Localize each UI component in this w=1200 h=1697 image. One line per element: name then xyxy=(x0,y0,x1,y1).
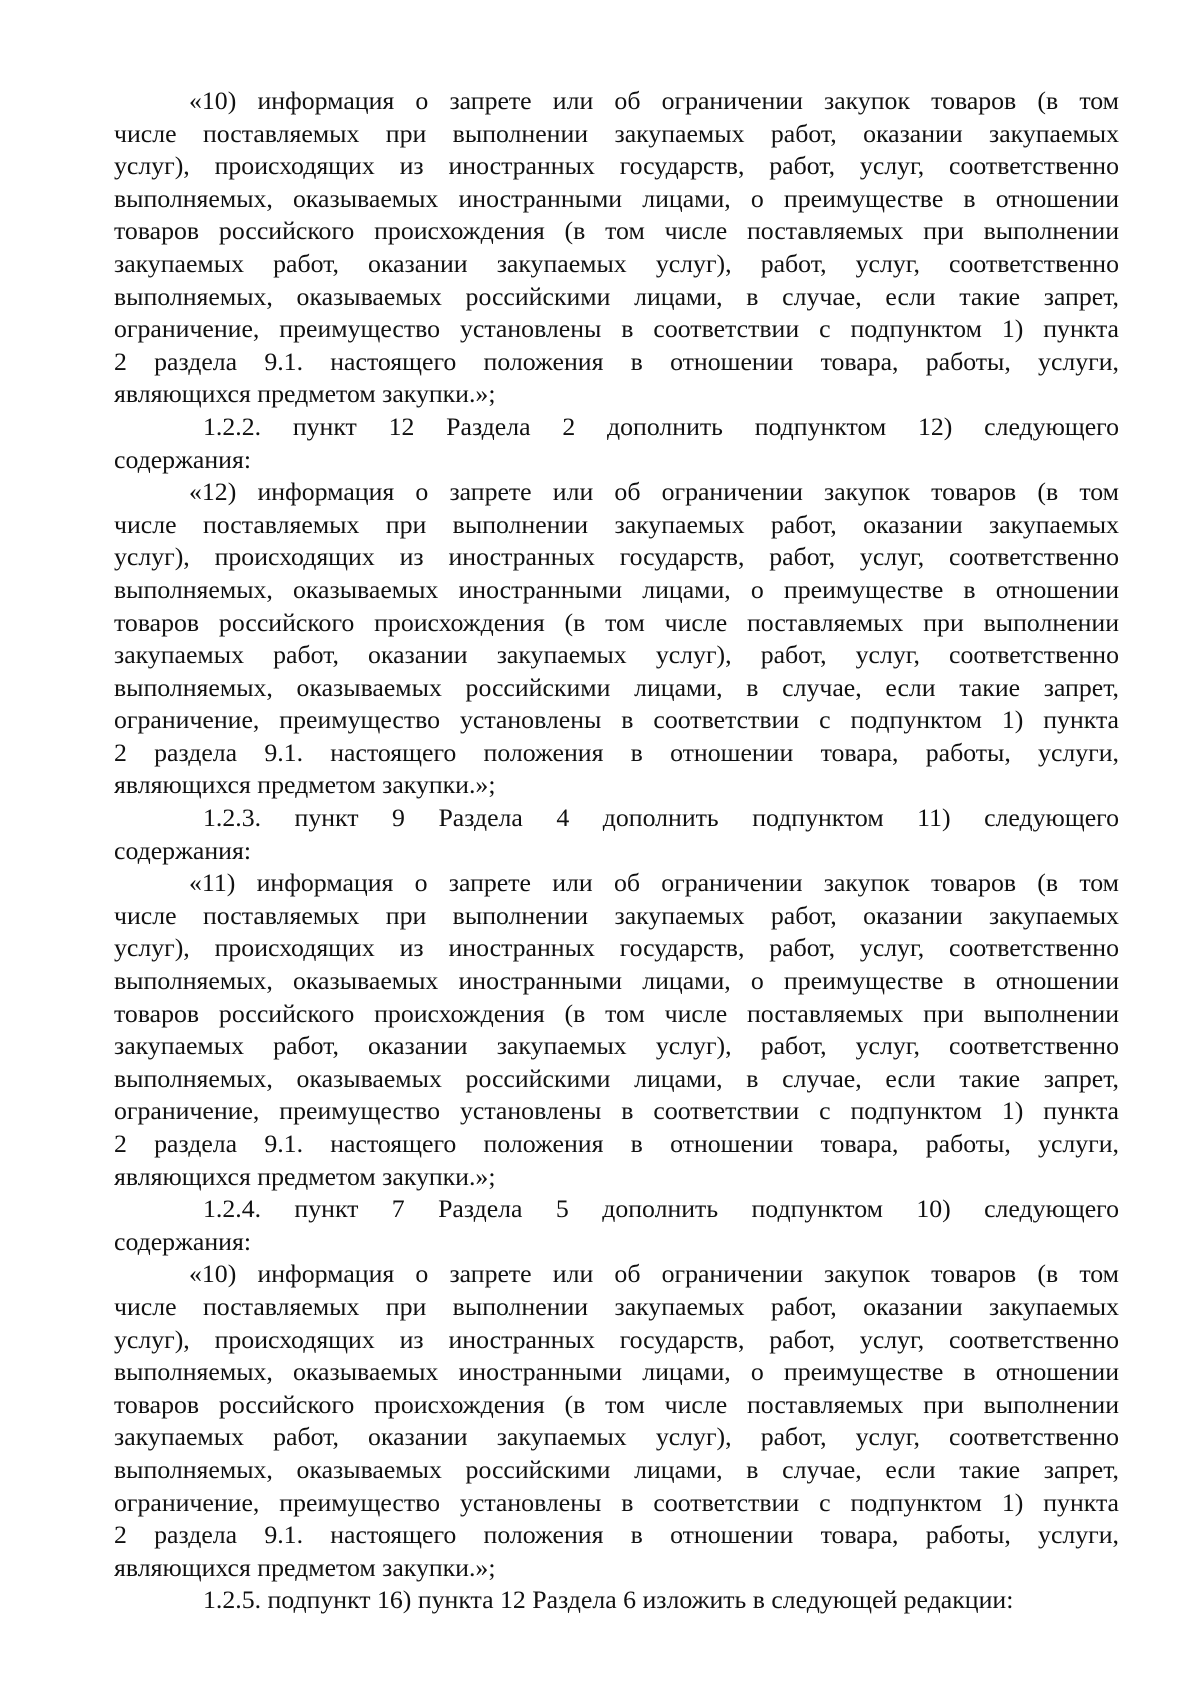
text-line: ограничение, преимущество установлены в соответствии с подпунктом 1) пункта xyxy=(114,314,1119,344)
text-line: выполняемых, оказываемых российскими лицами, в случае, если такие запрет, xyxy=(114,1454,1119,1484)
text-line: ограничение, преимущество установлены в соответствии с подпунктом 1) пункта xyxy=(114,705,1119,735)
text-line: 2 раздела 9.1. настоящего положения в отношении товара, работы, услуги, xyxy=(114,737,1119,767)
text-line: 1.2.2. пункт 12 Раздела 2 дополнить подпунктом 12) следующего xyxy=(203,411,1119,441)
document-page xyxy=(114,85,1119,1617)
text-line: являющихся предметом закупки.»; xyxy=(114,770,496,800)
paragraph-item-1-2-3 xyxy=(114,802,1119,867)
text-line: 2 раздела 9.1. настоящего положения в отношении товара, работы, услуги, xyxy=(114,346,1119,376)
text-line: выполняемых, оказываемых иностранными лицами, о преимуществе в отношении xyxy=(114,574,1119,604)
text-line: выполняемых, оказываемых российскими лицами, в случае, если такие запрет, xyxy=(114,1063,1119,1093)
text-line: выполняемых, оказываемых иностранными лицами, о преимуществе в отношении xyxy=(114,1357,1119,1387)
paragraph-item-1-2-5 xyxy=(114,1584,1119,1617)
text-line: «12) информация о запрете или об ограничении закупок товаров (в том xyxy=(189,477,1119,507)
text-line: содержания: xyxy=(114,835,251,865)
text-line: являющихся предметом закупки.»; xyxy=(114,1552,496,1582)
text-line: ограничение, преимущество установлены в соответствии с подпунктом 1) пункта xyxy=(114,1096,1119,1126)
text-line: числе поставляемых при выполнении закупаемых работ, оказании закупаемых xyxy=(114,1291,1119,1321)
text-line: 1.2.4. пункт 7 Раздела 5 дополнить подпунктом 10) следующего xyxy=(203,1194,1119,1224)
text-line: товаров российского происхождения (в том числе поставляемых при выполнении xyxy=(114,1389,1119,1419)
text-line: услуг), происходящих из иностранных государств, работ, услуг, соответственно xyxy=(114,933,1119,963)
text-line: закупаемых работ, оказании закупаемых услуг), работ, услуг, соответственно xyxy=(114,1031,1119,1061)
paragraph-quote-11 xyxy=(114,867,1119,1193)
text-line: 1.2.5. подпункт 16) пункта 12 Раздела 6 изложить в следующей редакции: xyxy=(203,1585,1014,1615)
text-line: ограничение, преимущество установлены в соответствии с подпунктом 1) пункта xyxy=(114,1487,1119,1517)
text-line: товаров российского происхождения (в том числе поставляемых при выполнении xyxy=(114,216,1119,246)
text-line: числе поставляемых при выполнении закупаемых работ, оказании закупаемых xyxy=(114,118,1119,148)
text-line: закупаемых работ, оказании закупаемых услуг), работ, услуг, соответственно xyxy=(114,248,1119,278)
text-line: «10) информация о запрете или об ограничении закупок товаров (в том xyxy=(189,1259,1119,1289)
text-line: выполняемых, оказываемых российскими лицами, в случае, если такие запрет, xyxy=(114,281,1119,311)
text-line: услуг), происходящих из иностранных государств, работ, услуг, соответственно xyxy=(114,151,1119,181)
text-line: являющихся предметом закупки.»; xyxy=(114,379,496,409)
text-line: «11) информация о запрете или об ограничении закупок товаров (в том xyxy=(189,868,1119,898)
text-line: услуг), происходящих из иностранных государств, работ, услуг, соответственно xyxy=(114,542,1119,572)
text-line: выполняемых, оказываемых иностранными лицами, о преимуществе в отношении xyxy=(114,966,1119,996)
text-line: услуг), происходящих из иностранных государств, работ, услуг, соответственно xyxy=(114,1324,1119,1354)
text-line: «10) информация о запрете или об ограничении закупок товаров (в том xyxy=(189,86,1119,115)
paragraph-quote-10 xyxy=(114,85,1119,411)
text-line: содержания: xyxy=(114,1226,251,1256)
text-line: числе поставляемых при выполнении закупаемых работ, оказании закупаемых xyxy=(114,900,1119,930)
text-line: 2 раздела 9.1. настоящего положения в отношении товара, работы, услуги, xyxy=(114,1520,1119,1550)
text-line: закупаемых работ, оказании закупаемых услуг), работ, услуг, соответственно xyxy=(114,1422,1119,1452)
paragraph-item-1-2-2 xyxy=(114,411,1119,476)
text-line: 1.2.3. пункт 9 Раздела 4 дополнить подпунктом 11) следующего xyxy=(203,803,1119,833)
text-line: 2 раздела 9.1. настоящего положения в отношении товара, работы, услуги, xyxy=(114,1129,1119,1158)
paragraph-quote-12 xyxy=(114,476,1119,802)
text-line: являющихся предметом закупки.»; xyxy=(114,1161,496,1191)
text-line: числе поставляемых при выполнении закупаемых работ, оказании закупаемых xyxy=(114,509,1119,539)
text-line: закупаемых работ, оказании закупаемых услуг), работ, услуг, соответственно xyxy=(114,640,1119,670)
text-line: товаров российского происхождения (в том числе поставляемых при выполнении xyxy=(114,607,1119,637)
text-line: товаров российского происхождения (в том числе поставляемых при выполнении xyxy=(114,998,1119,1028)
text-line: выполняемых, оказываемых иностранными лицами, о преимуществе в отношении xyxy=(114,183,1119,213)
text-line: содержания: xyxy=(114,444,251,474)
text-line: выполняемых, оказываемых российскими лицами, в случае, если такие запрет, xyxy=(114,672,1119,702)
paragraph-item-1-2-4 xyxy=(114,1193,1119,1258)
paragraph-quote-10-second xyxy=(114,1258,1119,1584)
